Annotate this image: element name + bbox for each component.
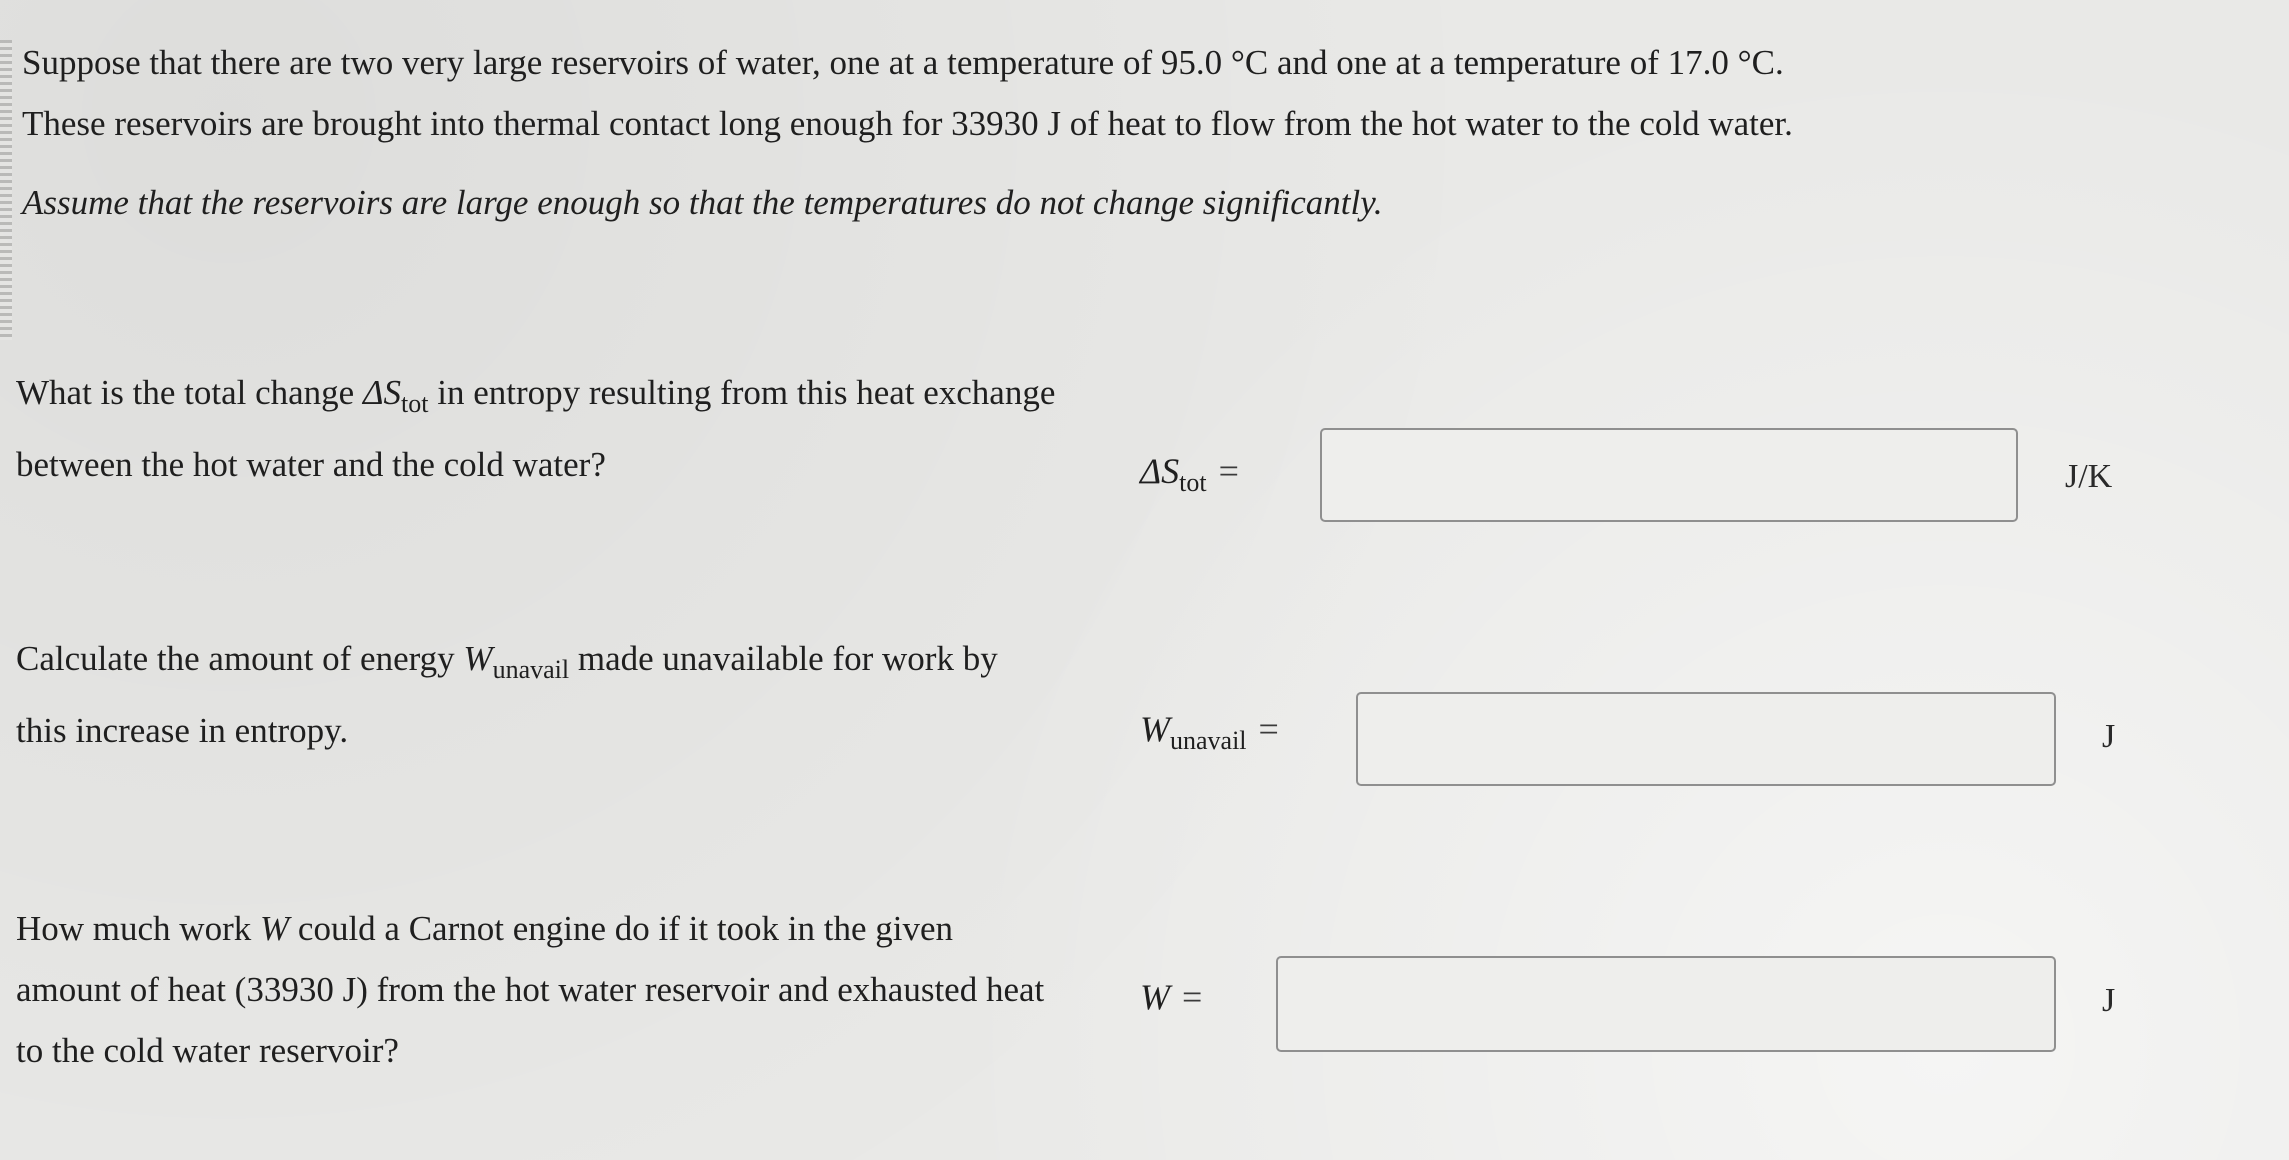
page-edge-strip	[0, 40, 12, 340]
q1-text-b: in entropy resulting from this heat exchange between the hot water and the cold water?	[16, 373, 1056, 484]
intro-line-1: Suppose that there are two very large reservoirs of water, one at a temperature of 95.0 °C and one at a temperature of 17.0 °C.	[22, 43, 1784, 82]
q2-symbol: W	[463, 639, 493, 678]
delta-s-equals: =	[1218, 451, 1239, 491]
w-equals: =	[1182, 977, 1203, 1017]
q3-symbol: W	[260, 909, 290, 948]
q3-text-a: How much work	[16, 909, 260, 948]
w-unavail-symbol: W	[1140, 709, 1170, 749]
question-carnot-work	[16, 898, 1056, 1081]
w-unit: J	[2102, 982, 2116, 1019]
q2-text-b: made unavailable for work by this increase in entropy.	[16, 639, 998, 750]
delta-s-tot-label	[1140, 450, 1239, 498]
w-unavail-label	[1140, 708, 1279, 756]
q2-subscript: unavail	[492, 655, 570, 684]
delta-s-subscript: tot	[1179, 468, 1207, 497]
q2-text-a: Calculate the amount of energy	[16, 639, 464, 678]
q1-text-a: What is the total change	[16, 373, 363, 412]
w-symbol: W	[1140, 977, 1170, 1017]
delta-s-unit: J/K	[2065, 458, 2113, 495]
question-entropy-change	[16, 362, 1056, 495]
q3-text-b: could a Carnot engine do if it took in the given amount of heat (33930 J) from the hot water reservoir and exhausted heat to the cold water reservoir?	[16, 909, 1045, 1070]
assumption-note: Assume that the reservoirs are large enough so that the temperatures do not change significantly.	[22, 183, 1383, 222]
w-input[interactable]	[1276, 956, 2056, 1052]
intro-line-2: These reservoirs are brought into thermal contact long enough for 33930 J of heat to flow from the hot water to the cold water.	[22, 104, 1793, 143]
w-unavail-input[interactable]	[1356, 692, 2056, 786]
delta-s-tot-input[interactable]	[1320, 428, 2018, 522]
delta-s-symbol: ΔS	[1140, 451, 1180, 491]
problem-statement	[22, 32, 2182, 233]
w-unavail-equals: =	[1258, 709, 1279, 749]
w-unavail-subscript: unavail	[1170, 726, 1247, 755]
w-unavail-unit: J	[2102, 718, 2116, 755]
q1-subscript: tot	[401, 389, 429, 418]
question-unavailable-energy	[16, 628, 1056, 761]
q1-symbol: ΔS	[362, 373, 402, 412]
w-label	[1140, 976, 1202, 1018]
